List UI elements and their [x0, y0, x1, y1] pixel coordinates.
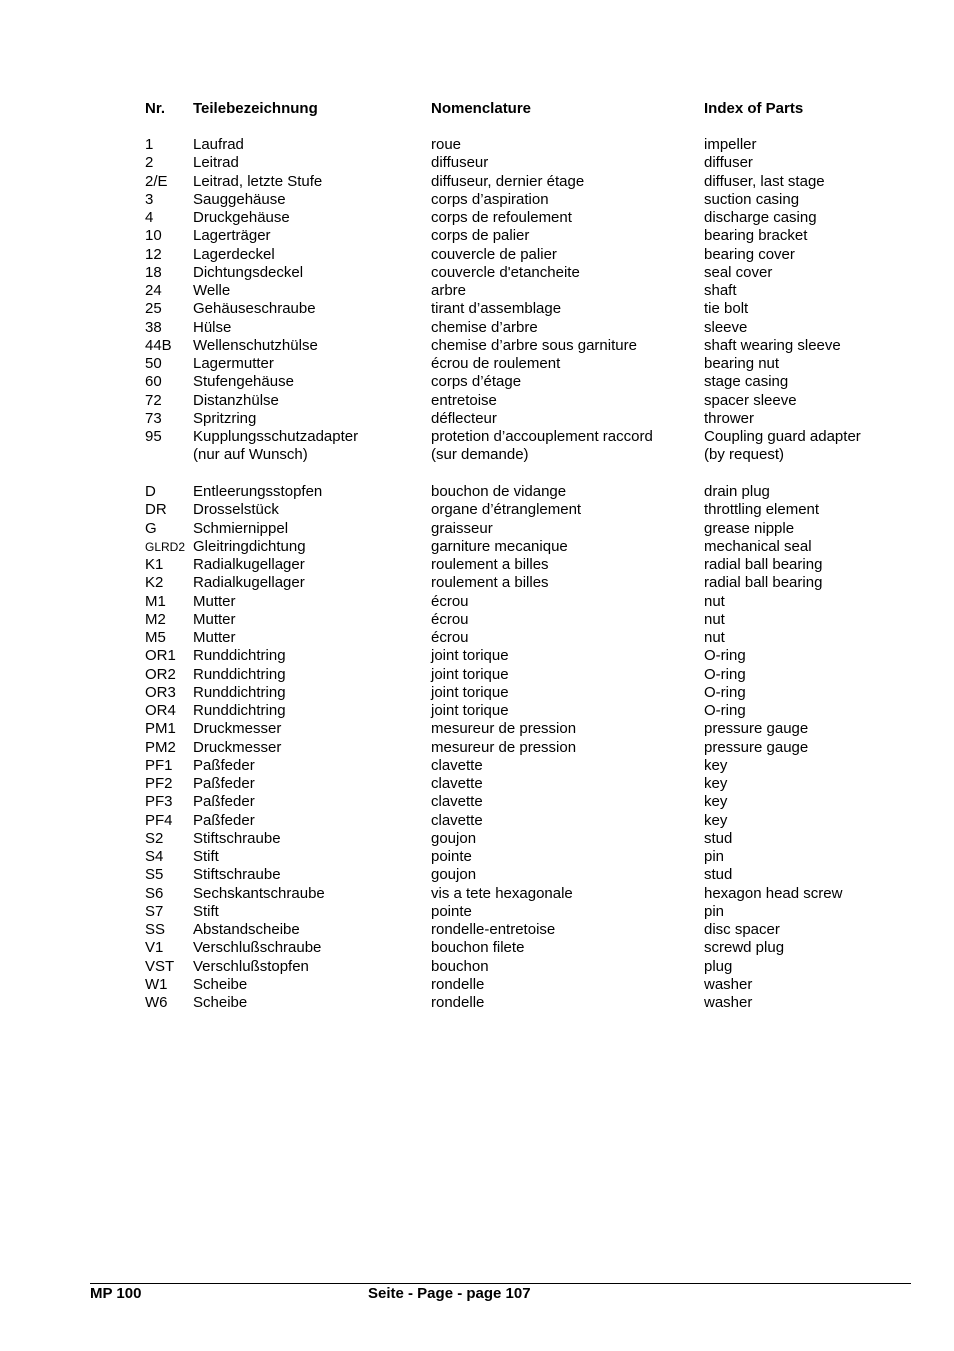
english-name: impeller [704, 136, 757, 153]
part-number: M1 [145, 592, 166, 610]
german-name: Wellenschutzhülse [193, 336, 318, 354]
table-row [145, 574, 885, 592]
french-name: protetion d’accouplement raccord [431, 428, 653, 445]
table-row [145, 209, 885, 227]
table-row [145, 830, 885, 848]
table-row [145, 428, 885, 446]
english-name: key [704, 811, 728, 829]
part-number: 60 [145, 373, 162, 391]
part-number: OR1 [145, 647, 176, 665]
table-row [145, 446, 885, 464]
english-name: nut [704, 629, 725, 646]
table-row [145, 866, 885, 884]
german-name: Spritzring [193, 409, 257, 427]
table-row [145, 921, 885, 939]
header-french: Nomenclature [431, 100, 532, 117]
table-row [145, 392, 885, 410]
french-name: écrou [431, 629, 469, 646]
english-name: stud [704, 866, 733, 884]
english-name: shaft wearing sleeve [704, 336, 841, 354]
english-name: O-ring [704, 647, 746, 665]
part-number: PF3 [145, 793, 173, 811]
english-name: throttling element [704, 501, 820, 519]
english-name: radial ball bearing [704, 556, 823, 573]
german-name: Paßfeder [193, 756, 255, 774]
english-name: key [704, 775, 728, 792]
english-name: radial ball bearing [704, 574, 823, 592]
part-number: 73 [145, 409, 162, 427]
french-name: bouchon de vidange [431, 483, 567, 500]
part-number: S7 [145, 902, 164, 920]
french-name: goujon [431, 866, 477, 884]
part-number: M2 [145, 610, 166, 628]
french-name: joint torique [431, 702, 509, 719]
table-row [145, 300, 885, 318]
german-name: Verschlußschraube [193, 939, 322, 957]
table-row [145, 593, 885, 611]
french-name: (sur demande) [431, 446, 529, 464]
english-name: nut [704, 610, 725, 628]
part-number: PF4 [145, 811, 173, 829]
table-row [145, 501, 885, 519]
table-row [145, 136, 885, 154]
part-number: 2 [145, 154, 154, 172]
table-row [145, 793, 885, 811]
german-name: Mutter [193, 592, 236, 610]
french-name: goujon [431, 829, 477, 847]
french-name: roulement a billes [431, 556, 549, 573]
french-name: écrou [431, 610, 469, 628]
german-name: Hülse [193, 318, 232, 336]
french-name: pointe [431, 848, 472, 865]
english-name: key [704, 793, 728, 811]
german-name: Stufengehäuse [193, 373, 294, 391]
footer-rule [90, 1283, 911, 1284]
english-name: pin [704, 902, 725, 920]
french-name: corps de refoulement [431, 209, 572, 226]
french-name: tirant d’assemblage [431, 300, 562, 318]
part-number: 44B [145, 336, 172, 354]
table-row [145, 939, 885, 957]
table-row [145, 720, 885, 738]
french-name: joint torique [431, 665, 509, 683]
part-number: 25 [145, 300, 162, 318]
table-row [145, 246, 885, 264]
english-name: spacer sleeve [704, 391, 797, 409]
english-name: bearing nut [704, 355, 780, 372]
part-number: D [145, 483, 156, 500]
french-name: garniture mecanique [431, 537, 568, 555]
english-name: stage casing [704, 373, 789, 391]
french-name: clavette [431, 793, 483, 811]
french-name: rondelle [431, 994, 485, 1011]
french-name: roue [431, 136, 462, 153]
english-name: diffuser, last stage [704, 172, 825, 190]
table-row [145, 337, 885, 355]
part-number: W1 [145, 975, 168, 993]
part-number: S2 [145, 829, 164, 847]
english-name: screwd plug [704, 939, 785, 957]
header-english: Index of Parts [704, 100, 804, 117]
table-row [145, 775, 885, 793]
french-name: graisseur [431, 519, 493, 537]
german-name: (nur auf Wunsch) [193, 446, 308, 464]
table-row [145, 154, 885, 172]
table-row [145, 903, 885, 921]
french-name: rondelle-entretoise [431, 921, 556, 938]
german-name: Schmiernippel [193, 519, 289, 537]
part-number: S5 [145, 866, 164, 884]
table-row [145, 282, 885, 300]
french-name: vis a tete hexagonale [431, 884, 573, 902]
english-name: bearing cover [704, 245, 795, 263]
german-name: Stiftschraube [193, 829, 281, 847]
table-row [145, 538, 885, 556]
table-row [145, 520, 885, 538]
german-name: Scheibe [193, 975, 248, 993]
table-row [145, 666, 885, 684]
german-name: Leitrad [193, 154, 239, 172]
german-name: Stiftschraube [193, 866, 281, 884]
part-number: 1 [145, 136, 154, 153]
french-name: diffuseur, dernier étage [431, 172, 585, 190]
part-number: 2/E [145, 172, 168, 190]
french-name: clavette [431, 811, 483, 829]
french-name: entretoise [431, 391, 497, 409]
french-name: chemise d’arbre [431, 318, 538, 336]
french-name: joint torique [431, 647, 509, 665]
french-name: roulement a billes [431, 574, 549, 592]
table-row [145, 976, 885, 994]
german-name: Lagermutter [193, 355, 274, 372]
french-name: chemise d’arbre sous garniture [431, 336, 637, 354]
german-name: Paßfeder [193, 811, 255, 829]
table-row [145, 227, 885, 245]
german-name: Lagerträger [193, 227, 271, 245]
english-name: disc spacer [704, 921, 780, 938]
table-row [145, 264, 885, 282]
english-name: suction casing [704, 190, 800, 208]
french-name: couvercle d'etancheite [431, 263, 580, 281]
part-number: 18 [145, 263, 162, 281]
table-row [145, 684, 885, 702]
part-number: G [145, 519, 157, 537]
french-name: corps d’étage [431, 373, 522, 391]
german-name: Welle [193, 282, 231, 299]
english-name: Coupling guard adapter [704, 428, 861, 445]
german-name: Laufrad [193, 136, 244, 153]
english-name: mechanical seal [704, 537, 812, 555]
english-name: (by request) [704, 446, 785, 464]
table-row [145, 757, 885, 775]
french-name: écrou de roulement [431, 355, 561, 372]
german-name: Drosselstück [193, 501, 279, 519]
french-name: corps de palier [431, 227, 530, 245]
part-number: PM1 [145, 720, 176, 738]
part-number: S6 [145, 884, 164, 902]
part-number: PM2 [145, 738, 176, 756]
french-name: diffuseur [431, 154, 489, 172]
table-row [145, 647, 885, 665]
footer-page-number: Seite - Page - page 107 [368, 1285, 531, 1302]
german-name: Gleitringdichtung [193, 537, 306, 555]
part-number: M5 [145, 629, 166, 646]
german-name: Sechskantschraube [193, 884, 325, 902]
german-name: Lagerdeckel [193, 245, 275, 263]
german-name: Stift [193, 848, 219, 865]
table-row [145, 410, 885, 428]
english-name: nut [704, 592, 725, 610]
english-name: thrower [704, 409, 755, 427]
part-number: 38 [145, 318, 162, 336]
french-name: bouchon [431, 957, 489, 975]
part-number: OR3 [145, 683, 176, 701]
table-row [145, 373, 885, 391]
french-name: écrou [431, 592, 469, 610]
table-row [145, 611, 885, 629]
french-name: organe d’étranglement [431, 501, 582, 519]
part-number: 72 [145, 391, 162, 409]
english-name: grease nipple [704, 519, 795, 537]
part-number: PF1 [145, 756, 173, 774]
english-name: stud [704, 829, 733, 847]
table-row [145, 848, 885, 866]
english-name: O-ring [704, 683, 746, 701]
section-gap [145, 465, 885, 484]
table-row [145, 173, 885, 191]
german-name: Scheibe [193, 994, 248, 1011]
english-name: pressure gauge [704, 720, 809, 738]
german-name: Verschlußstopfen [193, 957, 309, 975]
parts-table [145, 100, 885, 1012]
french-name: arbre [431, 282, 467, 299]
english-name: pressure gauge [704, 738, 809, 756]
table-body [145, 136, 885, 1012]
part-number: OR2 [145, 665, 176, 683]
french-name: rondelle [431, 975, 485, 993]
french-name: bouchon filete [431, 939, 525, 957]
german-name: Paßfeder [193, 775, 255, 792]
header-nr: Nr. [145, 100, 166, 117]
french-name: corps d’aspiration [431, 190, 549, 208]
part-number: 4 [145, 209, 154, 226]
french-name: clavette [431, 775, 483, 792]
table-row [145, 702, 885, 720]
english-name: pin [704, 848, 725, 865]
part-number: DR [145, 501, 167, 519]
part-number: VST [145, 957, 175, 975]
english-name: O-ring [704, 665, 746, 683]
german-name: Entleerungsstopfen [193, 483, 323, 500]
part-number: OR4 [145, 702, 176, 719]
french-name: mesureur de pression [431, 738, 577, 756]
german-name: Dichtungsdeckel [193, 263, 304, 281]
german-name: Kupplungsschutzadapter [193, 428, 359, 445]
table-row [145, 629, 885, 647]
french-name: mesureur de pression [431, 720, 577, 738]
french-name: pointe [431, 902, 472, 920]
table-row [145, 958, 885, 976]
german-name: Mutter [193, 629, 236, 646]
french-name: déflecteur [431, 409, 497, 427]
part-number: V1 [145, 939, 164, 957]
german-name: Runddichtring [193, 647, 286, 665]
german-name: Radialkugellager [193, 574, 305, 592]
part-number: 24 [145, 282, 162, 299]
part-number: K2 [145, 574, 164, 592]
german-name: Leitrad, letzte Stufe [193, 172, 323, 190]
footer-model: MP 100 [90, 1285, 142, 1302]
part-number: SS [145, 921, 166, 938]
english-name: hexagon head screw [704, 884, 843, 902]
english-name: sleeve [704, 318, 748, 336]
german-name: Runddichtring [193, 702, 286, 719]
header-german: Teilebezeichnung [193, 100, 318, 117]
table-header [145, 100, 885, 118]
english-name: plug [704, 957, 733, 975]
german-name: Radialkugellager [193, 556, 305, 573]
english-name: washer [704, 994, 753, 1011]
part-number: 95 [145, 428, 162, 445]
german-name: Mutter [193, 610, 236, 628]
table-row [145, 739, 885, 757]
french-name: joint torique [431, 683, 509, 701]
table-row [145, 994, 885, 1012]
part-number: 12 [145, 245, 162, 263]
part-number: W6 [145, 994, 168, 1011]
german-name: Distanzhülse [193, 391, 279, 409]
english-name: diffuser [704, 154, 753, 172]
table-row [145, 355, 885, 373]
english-name: shaft [704, 282, 737, 299]
german-name: Runddichtring [193, 665, 286, 683]
french-name: couvercle de palier [431, 245, 557, 263]
german-name: Gehäuseschraube [193, 300, 316, 318]
german-name: Druckmesser [193, 738, 282, 756]
part-number: S4 [145, 848, 164, 865]
part-number: 50 [145, 355, 162, 372]
english-name: tie bolt [704, 300, 749, 318]
english-name: washer [704, 975, 753, 993]
table-row [145, 483, 885, 501]
english-name: bearing bracket [704, 227, 808, 245]
part-number: 3 [145, 190, 154, 208]
german-name: Paßfeder [193, 793, 255, 811]
part-number: PF2 [145, 775, 173, 792]
table-row [145, 191, 885, 209]
german-name: Abstandscheibe [193, 921, 300, 938]
table-row [145, 556, 885, 574]
part-number: GLRD2 [145, 539, 186, 554]
table-row [145, 319, 885, 337]
german-name: Stift [193, 902, 219, 920]
english-name: discharge casing [704, 209, 817, 226]
english-name: seal cover [704, 263, 773, 281]
german-name: Runddichtring [193, 683, 286, 701]
french-name: clavette [431, 756, 483, 774]
table-row [145, 885, 885, 903]
english-name: drain plug [704, 483, 770, 500]
part-number: K1 [145, 556, 164, 573]
german-name: Sauggehäuse [193, 190, 286, 208]
english-name: key [704, 756, 728, 774]
english-name: O-ring [704, 702, 746, 719]
part-number: 10 [145, 227, 162, 245]
german-name: Druckgehäuse [193, 209, 290, 226]
table-row [145, 812, 885, 830]
german-name: Druckmesser [193, 720, 282, 738]
